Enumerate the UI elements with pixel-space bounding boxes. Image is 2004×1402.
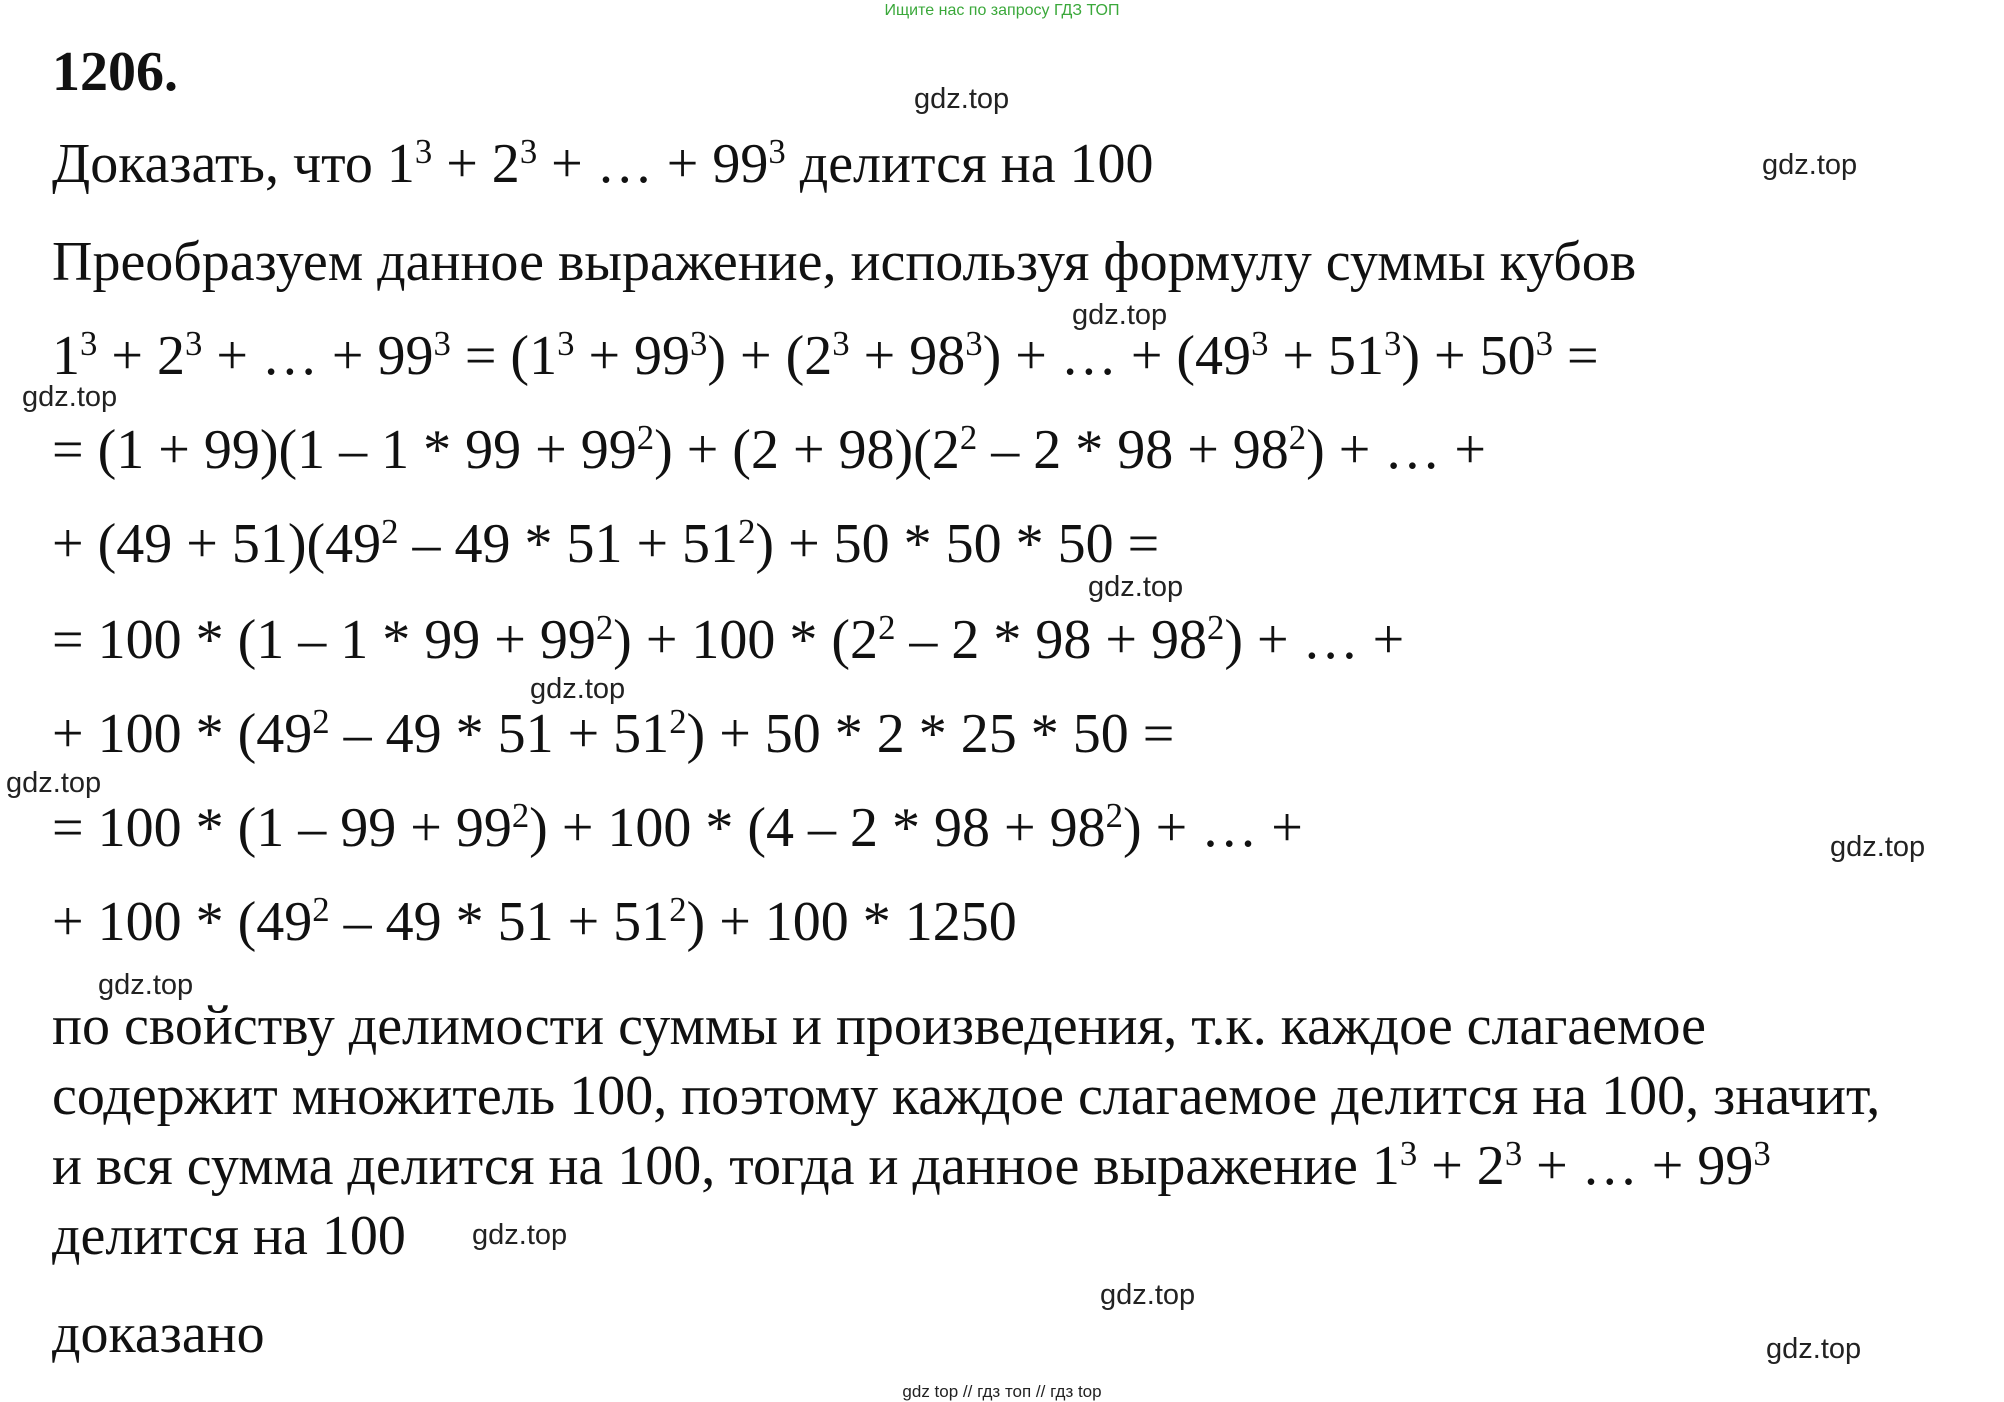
problem-number: 1206. bbox=[52, 41, 178, 103]
statement-prefix: Доказать, что bbox=[52, 133, 387, 195]
watermark: gdz.top bbox=[1762, 149, 1858, 181]
conclusion-line-3-text: и вся сумма делится на 100, тогда и данное выражение bbox=[52, 1135, 1372, 1197]
conclusion-line-2: содержит множитель 100, поэтому каждое слагаемое делится на 100, значит, bbox=[52, 1065, 1881, 1127]
watermark: gdz.top bbox=[22, 381, 118, 413]
search-hint-banner: Ищите нас по запросу ГДЗ ТОП bbox=[884, 2, 1120, 19]
watermark: gdz.top bbox=[472, 1219, 568, 1251]
watermark: gdz.top bbox=[1830, 831, 1926, 863]
equation-line-5: + $100 * (49^2 - 49 * 51 + 51^2) + 50 * 2 * 25 * 50$ = bbox=[52, 701, 1175, 765]
watermark: gdz.top bbox=[914, 83, 1010, 115]
watermark: gdz.top bbox=[1100, 1279, 1196, 1311]
equation-line-3: + $(49 + 51)(49^2 - 49 * 51 + 51^2) + 50 * 50 * 50$ = bbox=[52, 511, 1160, 575]
equation-line-7: + $100 * (49^2 - 49 * 51 + 51^2) + 100 * 1250$ bbox=[52, 889, 1017, 953]
watermark: gdz.top bbox=[6, 767, 102, 799]
equation-line-2: = $(1 + 99)(1 - 1 * 99 + 99^2) + (2 + 98)(2^2 - 2 * 98 + 98^2)$ + … + bbox=[52, 417, 1486, 481]
problem-statement: Доказать, что $1^3 + 2^3$ + … + $99^3$ делится на 100 bbox=[52, 131, 1154, 195]
equation-line-6: = $100 * (1 - 99 + 99^2) + 100 * (4 - 2 * 98 + 98^2)$ + … + bbox=[52, 795, 1303, 859]
watermark: gdz.top bbox=[1766, 1333, 1862, 1365]
equation-line-4: = $100 * (1 - 1 * 99 + 99^2) + 100 * (2^2 - 2 * 98 + 98^2)$ + … + bbox=[52, 607, 1405, 671]
method-text: Преобразуем данное выражение, используя формулу суммы кубов bbox=[52, 231, 1637, 293]
conclusion-line-1: по свойству делимости суммы и произведения, т.к. каждое слагаемое bbox=[52, 995, 1706, 1057]
equation-line-1: $1^3 + 2^3$ + … + $99^3 = (1^3 + 99^3) + (2^3 + 98^3)$ + … + $(49^3 + 51^3) + 50^3$ = bbox=[52, 323, 1599, 387]
watermark: gdz.top bbox=[98, 969, 194, 1001]
footer-links: gdz top // гдз топ // гдз top bbox=[902, 1382, 1102, 1401]
conclusion-line-3: и вся сумма делится на 100, тогда и данное выражение $1^3 + 2^3$ + … + $99^3$ bbox=[52, 1133, 1771, 1197]
statement-suffix: делится на 100 bbox=[785, 133, 1154, 195]
result-text: доказано bbox=[52, 1303, 265, 1365]
conclusion-line-4: делится на 100 bbox=[52, 1205, 406, 1267]
watermark: gdz.top bbox=[1088, 571, 1184, 603]
watermark: gdz.top bbox=[530, 673, 626, 705]
watermark: gdz.top bbox=[1072, 299, 1168, 331]
